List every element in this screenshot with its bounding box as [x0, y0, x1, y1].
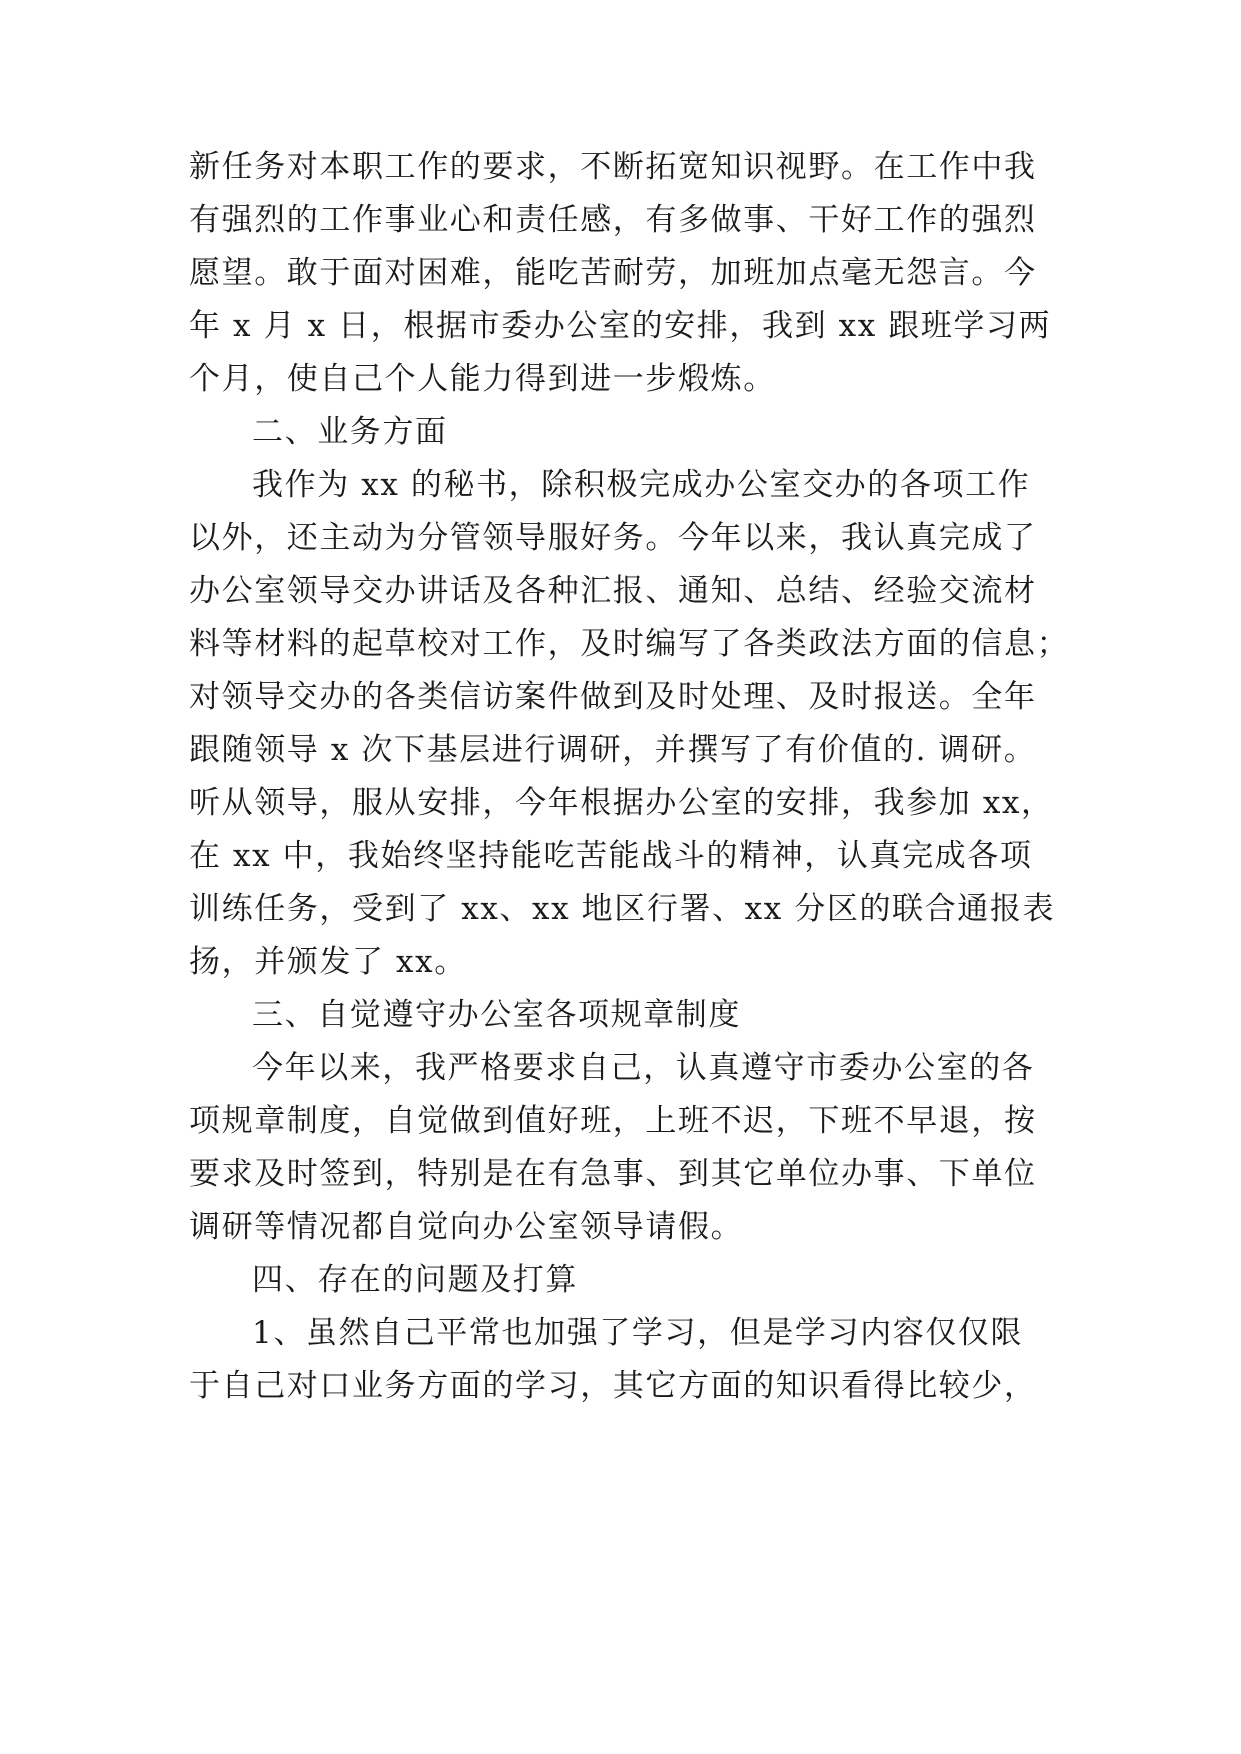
paragraph-line: 年 x 月 x 日，根据市委办公室的安排，我到 xx 跟班学习两	[189, 308, 1052, 344]
section-heading: 四、存在的问题及打算	[252, 1262, 578, 1298]
paragraph-line: 办公室领导交办讲话及各种汇报、通知、总结、经验交流材	[189, 573, 1037, 609]
paragraph-line: 听从领导，服从安排，今年根据办公室的安排，我参加 xx，	[189, 785, 1054, 821]
paragraph-line: 今年以来，我严格要求自己，认真遵守市委办公室的各	[252, 1050, 1035, 1086]
paragraph-line: 有强烈的工作事业心和责任感，有多做事、干好工作的强烈	[189, 202, 1037, 238]
paragraph-line: 项规章制度，自觉做到值好班，上班不迟，下班不早退，按	[189, 1103, 1037, 1139]
section-heading: 二、业务方面	[252, 414, 448, 450]
paragraph-line: 跟随领导 x 次下基层进行调研，并撰写了有价值的. 调研。	[189, 732, 1037, 768]
paragraph-line: 于自己对口业务方面的学习，其它方面的知识看得比较少，	[189, 1368, 1037, 1404]
paragraph-line: 1、虽然自己平常也加强了学习，但是学习内容仅仅限	[252, 1315, 1024, 1351]
section-heading: 三、自觉遵守办公室各项规章制度	[252, 997, 741, 1033]
paragraph-line: 在 xx 中，我始终坚持能吃苦能战斗的精神，认真完成各项	[189, 838, 1033, 874]
paragraph-line: 新任务对本职工作的要求，不断拓宽知识视野。在工作中我	[189, 149, 1037, 185]
paragraph-line: 对领导交办的各类信访案件做到及时处理、及时报送。全年	[189, 679, 1037, 715]
paragraph-line: 扬，并颁发了 xx。	[189, 944, 467, 980]
paragraph-line: 要求及时签到，特别是在有急事、到其它单位办事、下单位	[189, 1156, 1037, 1192]
paragraph-line: 调研等情况都自觉向办公室领导请假。	[189, 1209, 744, 1245]
paragraph-line: 料等材料的起草校对工作，及时编写了各类政法方面的信息；	[189, 626, 1070, 662]
paragraph-line: 我作为 xx 的秘书，除积极完成办公室交办的各项工作	[252, 467, 1031, 503]
paragraph-line: 以外，还主动为分管领导服好务。今年以来，我认真完成了	[189, 520, 1037, 556]
paragraph-line: 训练任务，受到了 xx、xx 地区行署、xx 分区的联合通报表	[189, 891, 1056, 927]
paragraph-line: 愿望。敢于面对困难，能吃苦耐劳，加班加点毫无怨言。今	[189, 255, 1037, 291]
paragraph-line: 个月，使自己个人能力得到进一步煅炼。	[189, 361, 776, 397]
